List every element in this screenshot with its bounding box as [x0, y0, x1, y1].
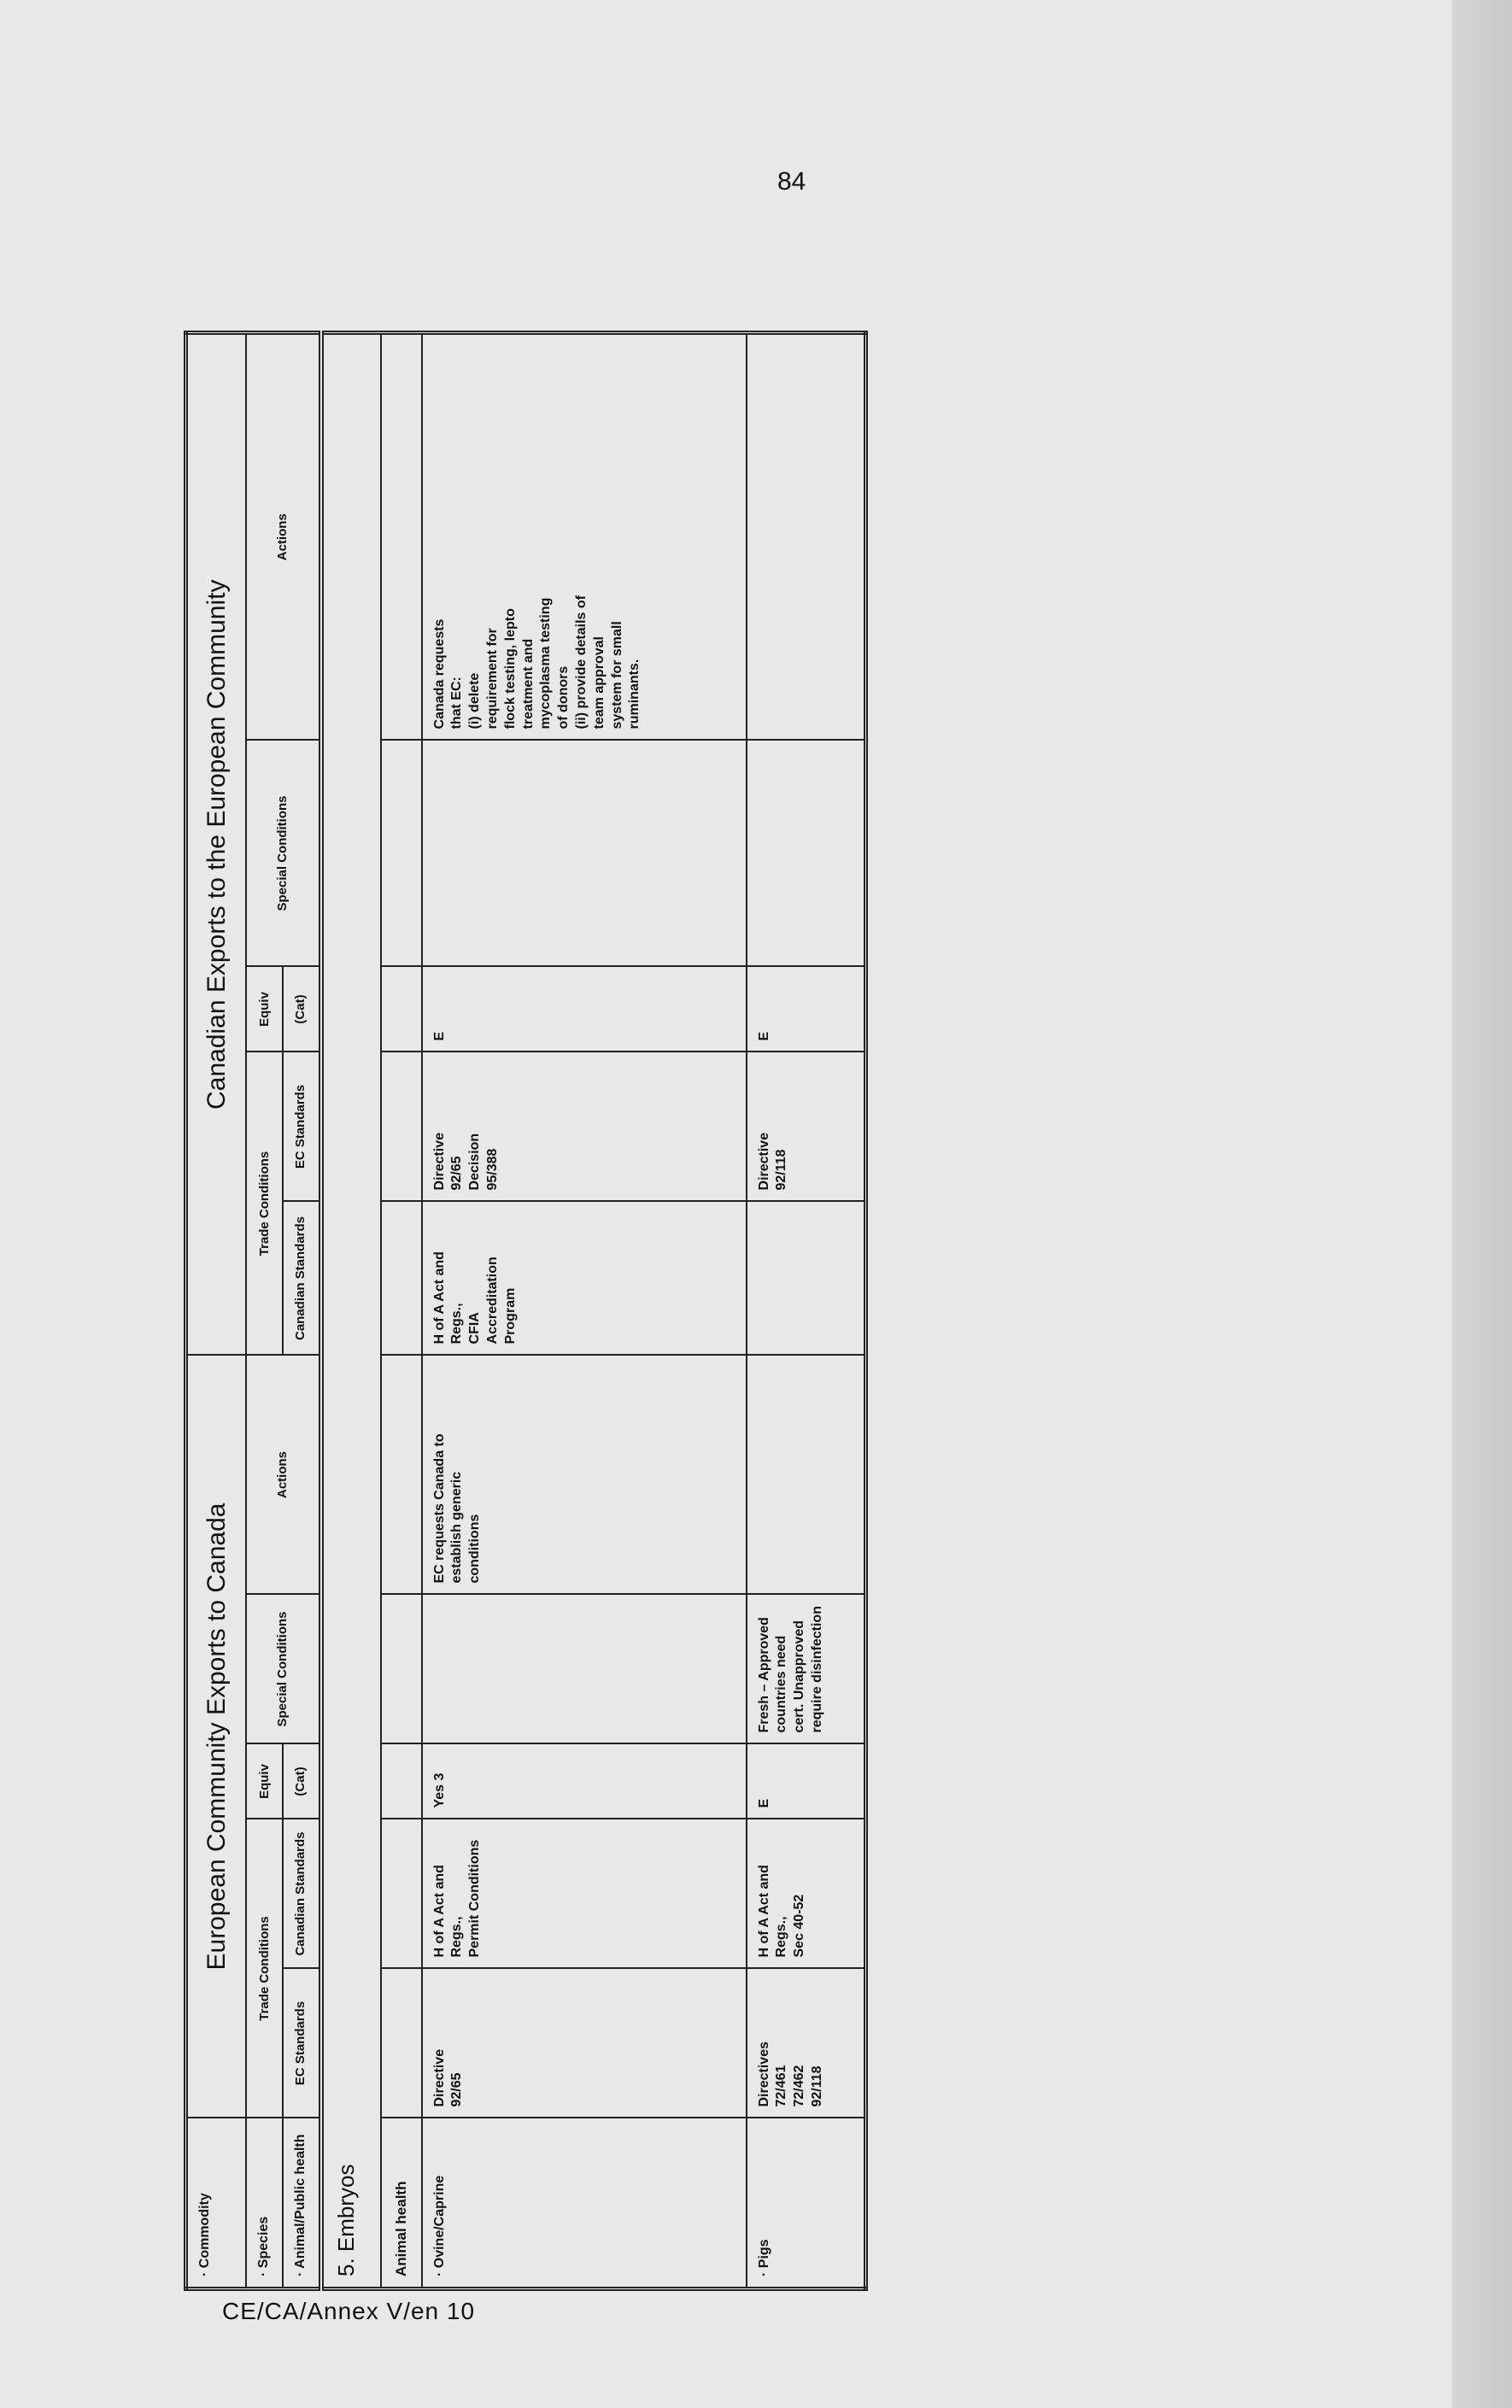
subsection-title: Animal health [381, 2118, 422, 2289]
empty-cell [381, 1052, 422, 1201]
empty-cell [381, 1355, 422, 1594]
empty-cell [381, 740, 422, 966]
ec-equiv-cell: E [747, 1744, 866, 1819]
ca-canadian-standards-header: Canadian Standards [283, 1201, 321, 1355]
empty-cell [381, 1819, 422, 1969]
section-row [321, 332, 381, 2288]
empty-cell [381, 966, 422, 1052]
ec-actions-cell: EC requests Canada to establish generic conditions [422, 1355, 747, 1594]
empty-cell [381, 1744, 422, 1819]
ca-equiv-cell: E [422, 966, 747, 1052]
ca-special-conditions-header: Special Conditions [246, 740, 321, 966]
ec-ec-standards-cell: Directives 72/461 72/462 92/118 [747, 1969, 866, 2118]
ec-actions-header: Actions [246, 1355, 321, 1594]
table-row [422, 332, 747, 2288]
species-header: · Species [246, 2118, 283, 2289]
trade-conditions-table [184, 331, 868, 2291]
ec-equiv-cell: Yes 3 [422, 1744, 747, 1819]
ca-actions-cell [747, 332, 866, 740]
rotated-table-container [184, 335, 1123, 2291]
commodity-header: · Commodity [186, 2118, 247, 2289]
ec-special-conditions-header: Special Conditions [246, 1595, 321, 1744]
ca-actions-cell: Canada requests that EC: (i) delete requirement for flock testing, lepto treatment and mycoplasma testing of donors (ii) provide details of team approval system for small ruminants. [422, 332, 747, 740]
ec-special-cell [422, 1595, 747, 1744]
ca-ec-standards-header: EC Standards [283, 1052, 321, 1201]
ec-canadian-standards-cell: H of A Act and Regs., Sec 40-52 [747, 1819, 866, 1969]
table-row [747, 332, 866, 2288]
ca-equiv-cell: E [747, 966, 866, 1052]
section-title: 5. Embryos [321, 332, 381, 2288]
animal-public-health-header: · Animal/Public health [283, 2118, 321, 2289]
page-number: 84 [777, 167, 806, 196]
scanner-edge [1452, 0, 1512, 2408]
canada-to-ec-header: Canadian Exports to the European Community [186, 332, 247, 1355]
empty-cell [381, 1969, 422, 2118]
ca-actions-header: Actions [246, 332, 321, 740]
ca-ec-standards-cell: Directive 92/65 Decision 95/388 [422, 1052, 747, 1201]
ec-to-canada-header: European Community Exports to Canada [186, 1355, 247, 2118]
ec-actions-cell [747, 1355, 866, 1594]
header-row-2 [246, 332, 283, 2288]
header-row-1 [186, 332, 247, 2288]
ca-canadian-standards-cell: H of A Act and Regs., CFIA Accreditation Program [422, 1201, 747, 1355]
ca-cat-header: (Cat) [283, 966, 321, 1052]
empty-cell [381, 1201, 422, 1355]
ec-cat-header: (Cat) [283, 1744, 321, 1819]
ca-special-cell [747, 740, 866, 966]
document-reference: CE/CA/Annex V/en 10 [222, 2298, 476, 2324]
ca-equiv-header: Equiv [246, 966, 283, 1052]
ca-special-cell [422, 740, 747, 966]
ec-equiv-header: Equiv [246, 1744, 283, 1819]
empty-cell [381, 1595, 422, 1744]
ec-canadian-standards-cell: H of A Act and Regs., Permit Conditions [422, 1819, 747, 1969]
ca-canadian-standards-cell [747, 1201, 866, 1355]
subsection-row [381, 332, 422, 2288]
ca-trade-conditions-header: Trade Conditions [246, 1052, 283, 1355]
species-cell: · Pigs [747, 2118, 866, 2289]
ec-ec-standards-header: EC Standards [283, 1969, 321, 2118]
ec-canadian-standards-header: Canadian Standards [283, 1819, 321, 1969]
ec-ec-standards-cell: Directive 92/65 [422, 1969, 747, 2118]
species-cell: · Ovine/Caprine [422, 2118, 747, 2289]
ec-trade-conditions-header: Trade Conditions [246, 1819, 283, 2118]
empty-cell [381, 332, 422, 740]
ca-ec-standards-cell: Directive 92/118 [747, 1052, 866, 1201]
ec-special-cell: Fresh – Approved countries need cert. Unapproved require disinfection [747, 1595, 866, 1744]
